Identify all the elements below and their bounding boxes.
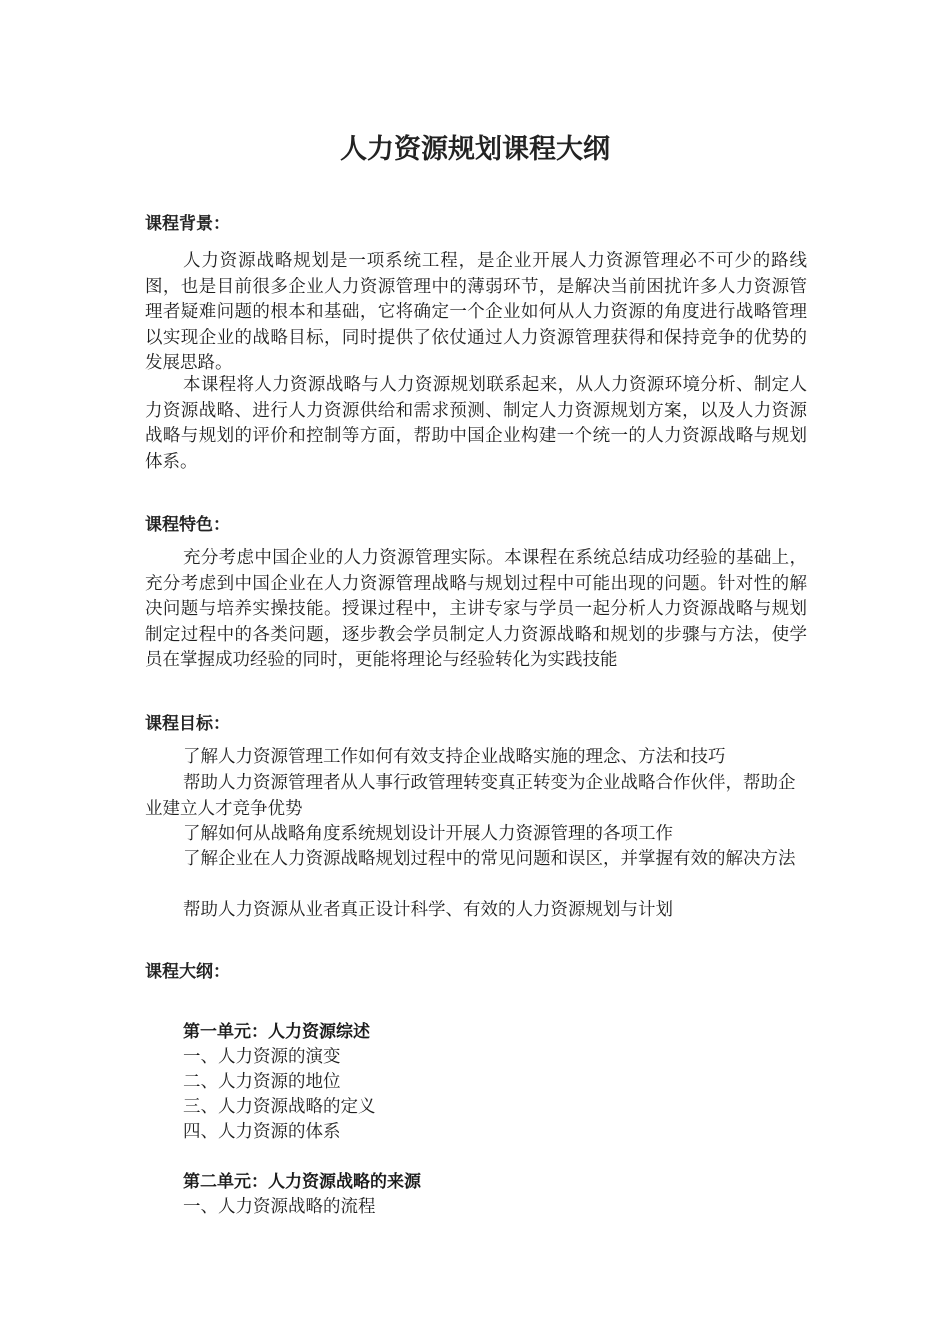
background-paragraph-1: 人力资源战略规划是一项系统工程，是企业开展人力资源管理必不可少的路线图，也是目前很多企业人力资源管理中的薄弱环节，是解决当前困扰许多人力资源管理者疑难问题的根本和基础，它将确定一个企业如何从人力资源的角度进行战略管理以实现企业的战略目标，同时提供了依仗通过人力资源管理获得和保持竞争的优势的发展思路。 <box>145 251 807 373</box>
section-heading-goals: 课程目标： <box>145 714 230 734</box>
section-heading-outline: 课程大纲： <box>145 962 230 982</box>
document-title: 人力资源规划课程大纲 <box>340 134 610 165</box>
goal-item-2: 帮助人力资源管理者从人事行政管理转变真正转变为企业战略合作伙伴，帮助企业建立人才竞争优势 <box>145 773 796 819</box>
unit-1-item: 四、人力资源的体系 <box>183 1122 341 1142</box>
unit-1-item: 一、人力资源的演变 <box>183 1047 341 1067</box>
unit-1-item: 二、人力资源的地位 <box>183 1072 341 1092</box>
unit-2-title: 第二单元：人力资源战略的来源 <box>183 1172 421 1192</box>
features-paragraph: 充分考虑中国企业的人力资源管理实际。本课程在系统总结成功经验的基础上，充分考虑到中国企业在人力资源管理战略与规划过程中可能出现的问题。针对性的解决问题与培养实操技能。授课过程中，主讲专家与学员一起分析人力资源战略与规划制定过程中的各类问题，逐步教会学员制定人力资源战略和规划的步骤与方法，使学员在掌握成功经验的同时，更能将理论与经验转化为实践技能 <box>145 548 807 670</box>
goal-item-5: 帮助人力资源从业者真正设计科学、有效的人力资源规划与计划 <box>183 900 673 920</box>
section-heading-features: 课程特色： <box>145 515 230 535</box>
goal-item-1: 了解人力资源管理工作如何有效支持企业战略实施的理念、方法和技巧 <box>183 747 726 767</box>
unit-2-item: 一、人力资源战略的流程 <box>183 1197 376 1217</box>
unit-1-title: 第一单元：人力资源综述 <box>183 1022 370 1042</box>
section-heading-background: 课程背景： <box>145 214 230 234</box>
goal-item-3: 了解如何从战略角度系统规划设计开展人力资源管理的各项工作 <box>183 824 673 844</box>
background-paragraph-2: 本课程将人力资源战略与人力资源规划联系起来，从人力资源环境分析、制定人力资源战略、进行人力资源供给和需求预测、制定人力资源规划方案，以及人力资源战略与规划的评价和控制等方面，帮助中国企业构建一个统一的人力资源战略与规划体系。 <box>145 375 807 472</box>
goal-item-4: 了解企业在人力资源战略规划过程中的常见问题和误区，并掌握有效的解决方法 <box>183 849 796 869</box>
unit-1-item: 三、人力资源战略的定义 <box>183 1097 376 1117</box>
